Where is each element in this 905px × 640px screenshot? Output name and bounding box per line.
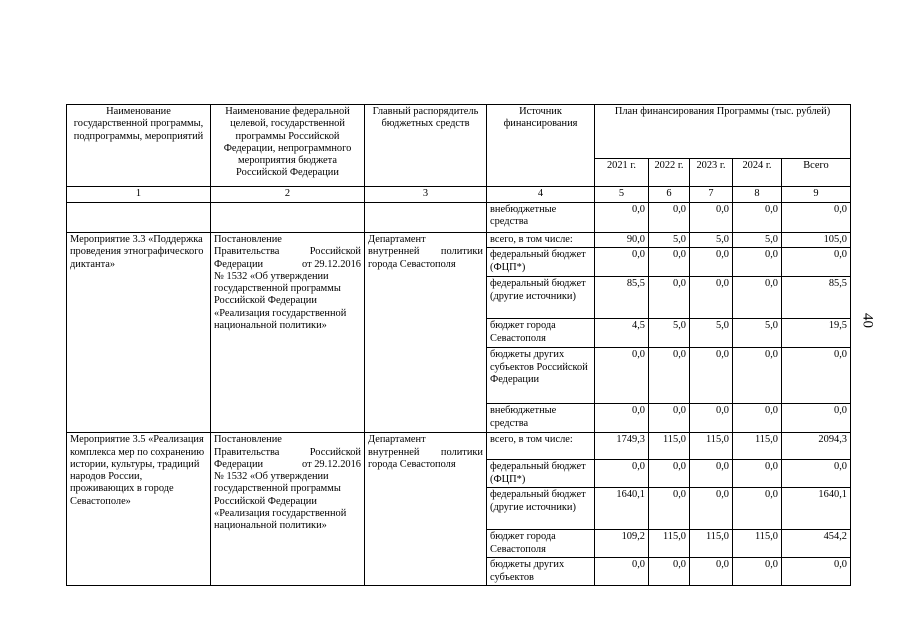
amount-cell: 109,2	[595, 530, 649, 558]
amount-cell: 0,0	[782, 404, 851, 433]
amount-cell: 0,0	[782, 248, 851, 277]
amount-cell: 0,0	[595, 348, 649, 404]
amount-cell: 90,0	[595, 233, 649, 248]
amount-cell: 1749,3	[595, 433, 649, 460]
financing-table	[66, 104, 851, 586]
amount-cell: 85,5	[782, 277, 851, 319]
amount-cell: 0,0	[782, 348, 851, 404]
amount-cell: 0,0	[782, 558, 851, 586]
amount-cell: 5,0	[733, 319, 782, 348]
amount-cell: 0,0	[649, 558, 690, 586]
column-index: 3	[365, 187, 487, 203]
table-row	[67, 203, 851, 233]
header-year-2022: 2022 г.	[649, 159, 690, 187]
amount-cell: 0,0	[595, 248, 649, 277]
budget-holder-cell: Департамент внутренней политики города Севастополя	[365, 233, 487, 433]
amount-cell: 0,0	[782, 460, 851, 488]
header-financing-plan: План финансирования Программы (тыс. рублей)	[595, 105, 851, 159]
amount-cell: 0,0	[595, 203, 649, 233]
amount-cell: 0,0	[690, 404, 733, 433]
amount-cell: 0,0	[595, 558, 649, 586]
budget-holder-cell: Департамент внутренней политики города Севастополя	[365, 433, 487, 586]
amount-cell: 0,0	[649, 203, 690, 233]
amount-cell: 0,0	[733, 248, 782, 277]
column-index: 9	[782, 187, 851, 203]
amount-cell: 115,0	[733, 530, 782, 558]
amount-cell: 0,0	[690, 203, 733, 233]
amount-cell: 4,5	[595, 319, 649, 348]
column-index: 8	[733, 187, 782, 203]
funding-source-cell: федеральный бюджет (ФЦП*)	[487, 248, 595, 277]
amount-cell: 0,0	[595, 460, 649, 488]
column-index: 2	[211, 187, 365, 203]
amount-cell: 115,0	[690, 433, 733, 460]
amount-cell: 0,0	[649, 348, 690, 404]
amount-cell: 1640,1	[782, 488, 851, 530]
funding-source-cell: федеральный бюджет (ФЦП*)	[487, 460, 595, 488]
funding-source-cell: федеральный бюджет (другие источники)	[487, 277, 595, 319]
measure-name-cell: Мероприятие 3.3 «Поддержка проведения этнографического диктанта»	[67, 233, 211, 433]
header-budget-holder: Главный распорядитель бюджетных средств	[365, 105, 487, 187]
amount-cell: 0,0	[733, 348, 782, 404]
amount-cell: 0,0	[733, 460, 782, 488]
amount-cell: 2094,3	[782, 433, 851, 460]
funding-source-cell: внебюджетные средства	[487, 203, 595, 233]
amount-cell: 0,0	[690, 488, 733, 530]
funding-source-cell: всего, в том числе:	[487, 433, 595, 460]
amount-cell: 0,0	[690, 558, 733, 586]
amount-cell: 5,0	[733, 233, 782, 248]
header-federal-program: Наименование федеральной целевой, государственной программы Российской Федерации, непрограммного мероприятия бюджета Российской Федерации	[211, 105, 365, 187]
amount-cell: 85,5	[595, 277, 649, 319]
header-year-2021: 2021 г.	[595, 159, 649, 187]
amount-cell: 115,0	[733, 433, 782, 460]
amount-cell: 105,0	[782, 233, 851, 248]
funding-source-cell: бюджеты других субъектов Российской Федерации	[487, 348, 595, 404]
header-program-name: Наименование государственной программы, подпрограммы, мероприятий	[67, 105, 211, 187]
amount-cell: 0,0	[690, 348, 733, 404]
column-index: 6	[649, 187, 690, 203]
amount-cell: 0,0	[733, 488, 782, 530]
amount-cell: 5,0	[649, 233, 690, 248]
amount-cell: 115,0	[649, 530, 690, 558]
federal-program-cell: Постановление Правительства Российской Федерации от 29.12.2016 № 1532 «Об утверждении государственной программы Российской Федерации «Реализация государственной национальной политики»	[211, 233, 365, 433]
header-total: Всего	[782, 159, 851, 187]
table-row	[67, 433, 851, 460]
amount-cell: 454,2	[782, 530, 851, 558]
funding-source-cell: бюджет города Севастополя	[487, 319, 595, 348]
column-index: 5	[595, 187, 649, 203]
column-index: 4	[487, 187, 595, 203]
measure-name-cell: Мероприятие 3.5 «Реализация комплекса мер по сохранению истории, культуры, традиций народов России, проживающих в городе Севастополе»	[67, 433, 211, 586]
amount-cell: 5,0	[690, 233, 733, 248]
page-number: 40	[859, 313, 876, 328]
amount-cell: 0,0	[733, 277, 782, 319]
federal-program-cell: Постановление Правительства Российской Федерации от 29.12.2016 № 1532 «Об утверждении государственной программы Российской Федерации «Реализация государственной национальной политики»	[211, 433, 365, 586]
amount-cell: 0,0	[649, 404, 690, 433]
header-year-2023: 2023 г.	[690, 159, 733, 187]
funding-source-cell: внебюджетные средства	[487, 404, 595, 433]
funding-source-cell: федеральный бюджет (другие источники)	[487, 488, 595, 530]
amount-cell: 115,0	[690, 530, 733, 558]
amount-cell: 0,0	[733, 404, 782, 433]
amount-cell: 0,0	[649, 248, 690, 277]
amount-cell: 0,0	[649, 488, 690, 530]
amount-cell: 0,0	[690, 277, 733, 319]
funding-source-cell: бюджет города Севастополя	[487, 530, 595, 558]
amount-cell: 5,0	[690, 319, 733, 348]
amount-cell: 0,0	[690, 460, 733, 488]
amount-cell: 0,0	[733, 558, 782, 586]
amount-cell: 0,0	[595, 404, 649, 433]
table-row	[67, 233, 851, 248]
amount-cell: 115,0	[649, 433, 690, 460]
amount-cell: 1640,1	[595, 488, 649, 530]
header-year-2024: 2024 г.	[733, 159, 782, 187]
amount-cell: 0,0	[649, 277, 690, 319]
column-index: 7	[690, 187, 733, 203]
column-index: 1	[67, 187, 211, 203]
funding-source-cell: бюджеты других субъектов	[487, 558, 595, 586]
amount-cell: 0,0	[649, 460, 690, 488]
amount-cell: 0,0	[733, 203, 782, 233]
header-funding-source: Источник финансирования	[487, 105, 595, 187]
funding-source-cell: всего, в том числе:	[487, 233, 595, 248]
amount-cell: 0,0	[690, 248, 733, 277]
amount-cell: 5,0	[649, 319, 690, 348]
amount-cell: 0,0	[782, 203, 851, 233]
amount-cell: 19,5	[782, 319, 851, 348]
